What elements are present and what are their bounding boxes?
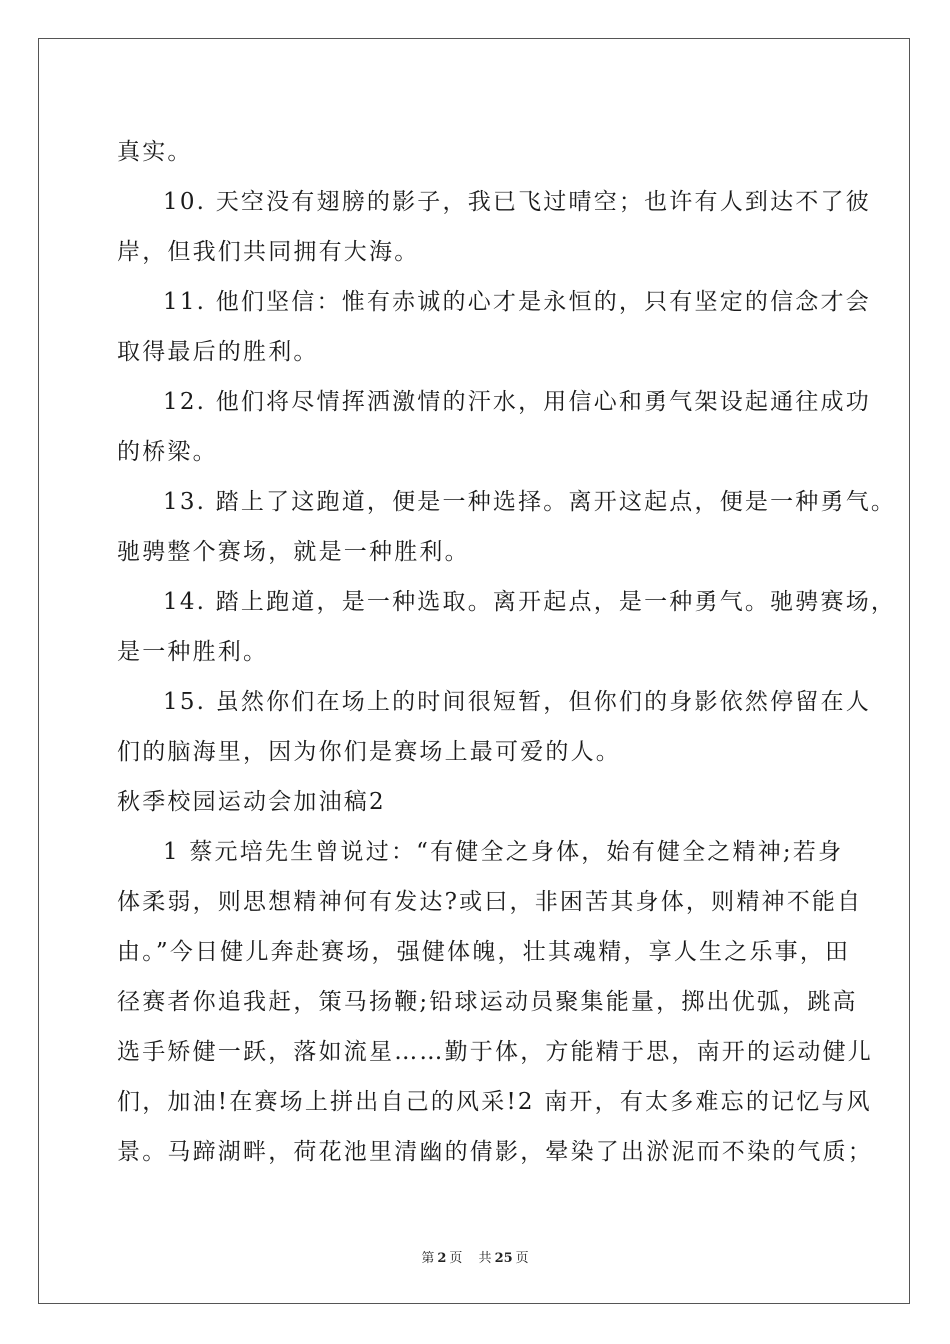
page-number: 2: [437, 1251, 447, 1266]
page-indicator: [418, 1251, 465, 1266]
text-line: 由。”今日健儿奔赴赛场，强健体魄，壮其魂精，享人生之乐事，田: [117, 939, 851, 965]
text-line: 们的脑海里，因为你们是赛场上最可爱的人。: [117, 739, 621, 765]
total-pages: 25: [494, 1251, 513, 1266]
text-line: 11. 他们坚信：惟有赤诚的心才是永恒的，只有坚定的信念才会: [163, 289, 871, 315]
text-line: 12. 他们将尽情挥洒激情的汗水，用信心和勇气架设起通往成功: [163, 389, 871, 415]
text-line: 15. 虽然你们在场上的时间很短暂，但你们的身影依然停留在人: [163, 689, 871, 715]
text-line: 真实。: [117, 139, 193, 165]
text-line: 体柔弱，则思想精神何有发达?或曰，非困苦其身体，则精神不能自: [117, 889, 863, 915]
text-line: 取得最后的胜利。: [117, 339, 319, 365]
text-line: 径赛者你追我赶，策马扬鞭;铅球运动员聚集能量，掷出优弧，跳高: [117, 989, 858, 1015]
text-line: 10. 天空没有翅膀的影子，我已飞过晴空；也许有人到达不了彼: [163, 189, 871, 215]
text-line: 岸，但我们共同拥有大海。: [117, 239, 420, 265]
text-line: 1 蔡元培先生曾说过：“有健全之身体，始有健全之精神;若身: [163, 839, 844, 865]
text-line: 选手矫健一跃，落如流星……勤于体，方能精于思，南开的运动健儿: [117, 1039, 873, 1065]
total-prefix: 共: [478, 1251, 492, 1266]
text-line: 13. 踏上了这跑道，便是一种选择。离开这起点，便是一种勇气。: [163, 489, 897, 515]
text-line: 的桥梁。: [117, 439, 218, 465]
text-line: 14. 踏上跑道，是一种选取。离开起点，是一种勇气。驰骋赛场，: [163, 589, 897, 615]
text-line: 是一种胜利。: [117, 639, 269, 665]
text-line: 驰骋整个赛场，就是一种胜利。: [117, 539, 470, 565]
page-suffix: 页: [449, 1251, 463, 1266]
document-body: [117, 127, 897, 1177]
text-line: 景。马蹄湖畔，荷花池里清幽的倩影，晕染了出淤泥而不染的气质；: [117, 1139, 873, 1165]
page-prefix: 第: [421, 1251, 435, 1266]
section-heading: 秋季校园运动会加油稿2: [117, 789, 386, 815]
page-footer: [0, 1247, 950, 1266]
total-indicator: [476, 1251, 532, 1266]
text-line: 们，加油!在赛场上拼出自己的风采!2 南开，有太多难忘的记忆与风: [117, 1089, 872, 1115]
total-suffix: 页: [515, 1251, 529, 1266]
